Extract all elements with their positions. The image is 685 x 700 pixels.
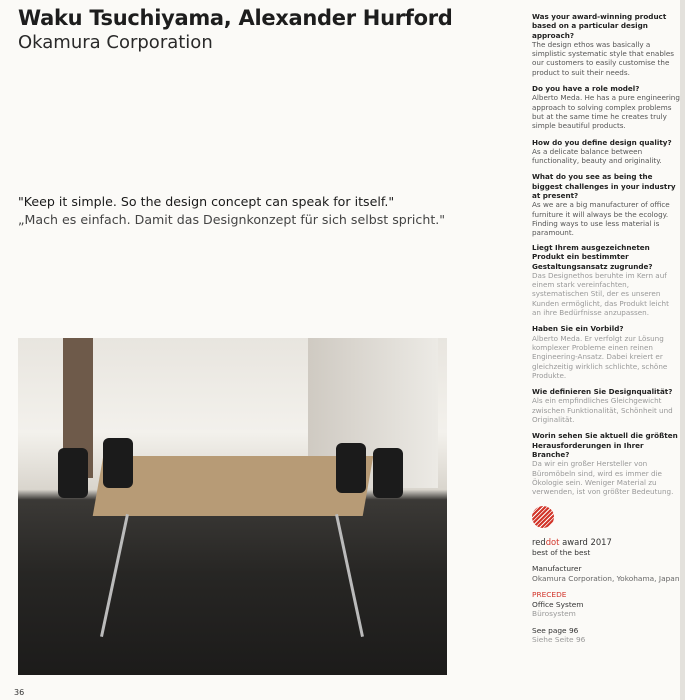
answer: Alberto Meda. Er verfolgt zur Lösung komplexer Probleme einen reinen Engineering-Ansatz. Dabei kreiert er gleichzeitig wirklich schlichte, schöne Produkte. — [532, 333, 668, 380]
product-name: PRECEDE — [532, 590, 567, 599]
question: How do you define design quality? — [532, 137, 672, 147]
answer: As a delicate balance between functionality, beauty and originality. — [532, 146, 662, 166]
product-type-de: Bürosystem — [532, 609, 576, 618]
reddot-logo-icon — [532, 506, 554, 528]
question: What do you see as being the biggest challenges in your industry at present? — [532, 172, 676, 201]
answer: Da wir ein großer Hersteller von Büromöbeln sind, wird es immer die Ökologie sein. Weniger Material zu verwenden, ist von größter Bedeutung. — [532, 459, 674, 497]
award-info — [532, 538, 682, 645]
product-type-en: Office System — [532, 599, 584, 609]
question: Haben Sie ein Vorbild? — [532, 324, 624, 334]
quote-german: „Mach es einfach. Damit das Designkonzept für sich selbst spricht." — [18, 212, 446, 227]
page-edge — [680, 0, 685, 700]
interview-english — [532, 12, 680, 245]
question: Liegt Ihrem ausgezeichneten Produkt ein bestimmter Gestaltungsansatz zugrunde? — [532, 243, 653, 271]
award-dot: dot — [545, 537, 560, 547]
see-page-de: Siehe Seite 96 — [532, 635, 586, 644]
answer: Das Designethos beruhte im Kern auf einem stark vereinfachten, systematischen Stil, der es unseren Kunden ermöglicht, das Produkt leicht an ihre Bedürfnisse anzupassen. — [532, 270, 669, 318]
question: Do you have a role model? — [532, 84, 640, 94]
see-page-en: See page 96 — [532, 625, 579, 635]
designer-names: Waku Tsuchiyama, Alexander Hurford — [18, 6, 453, 30]
answer: The design ethos was basically a simplistic systematic style that enables our customers to easily customise the product to suit their needs. — [532, 39, 675, 77]
page-number: 36 — [14, 688, 25, 697]
answer: Alberto Meda. He has a pure engineering approach to solving complex problems but at the same time he creates truly simple beautiful products. — [532, 93, 680, 131]
interview-german — [532, 243, 680, 503]
question: Worin sehen Sie aktuell die größten Herausforderungen in Ihrer Branche? — [532, 431, 678, 459]
award-year: award 2017 — [559, 537, 612, 547]
manufacturer-label: Manufacturer — [532, 564, 582, 573]
answer: Als ein empfindliches Gleichgewicht zwischen Funktionalität, Schönheit und Originalität. — [532, 396, 673, 425]
quote-english: "Keep it simple. So the design concept can speak for itself." — [18, 194, 395, 209]
award-red: red — [532, 537, 546, 547]
manufacturer-value: Okamura Corporation, Yokohama, Japan — [532, 573, 680, 583]
answer: As we are a big manufacturer of office furniture it will always be the ecology. Finding ways to use less material is paramount. — [532, 200, 670, 238]
question: Was your award-winning product based on a particular design approach? — [532, 12, 667, 40]
product-photo — [18, 338, 447, 675]
company-name: Okamura Corporation — [18, 32, 213, 53]
question: Wie definieren Sie Designqualität? — [532, 387, 673, 397]
award-subtitle: best of the best — [532, 547, 591, 557]
